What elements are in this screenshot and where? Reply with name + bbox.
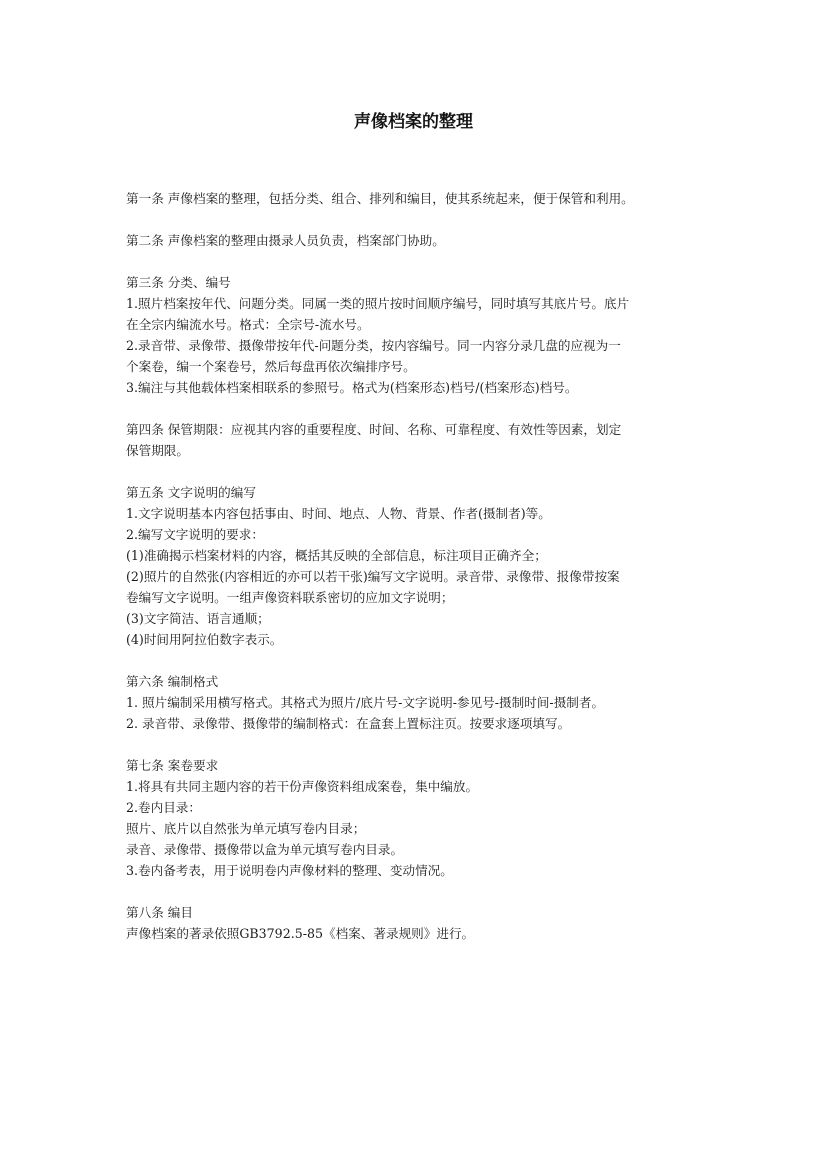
paragraph-line: 3.卷内备考表，用于说明卷内声像材料的整理、变动情况。: [126, 863, 453, 878]
paragraph-line: 在全宗内编流水号。格式：全宗号-流水号。: [126, 317, 370, 332]
article-4: [126, 419, 712, 461]
paragraph-line: 3.编注与其他载体档案相联系的参照号。格式为(档案形态)档号/(档案形态)档号。: [126, 380, 578, 395]
article-heading: 第八条 编目: [126, 905, 193, 920]
paragraph-line: 1.将具有共同主题内容的若干份声像资料组成案卷，集中编放。: [126, 779, 479, 794]
paragraph-line: 第二条 声像档案的整理由摄录人员负责，档案部门协助。: [126, 233, 445, 248]
paragraph-line: 第一条 声像档案的整理，包括分类、组合、排列和编目，使其系统起来，便于保管和利用。: [126, 191, 634, 206]
paragraph-line: 2.卷内目录：: [126, 800, 201, 815]
paragraph-line: 1.照片档案按年代、问题分类。同属一类的照片按时间顺序编号，同时填写其底片号。底片: [126, 296, 630, 311]
article-5: [126, 482, 712, 650]
paragraph-line: 个案卷，编一个案卷号，然后每盘再依次编排序号。: [126, 359, 416, 374]
paragraph-line: 声像档案的著录依照GB3792.5-85《档案、著录规则》进行。: [126, 926, 475, 941]
article-2: [126, 230, 712, 251]
paragraph-line: 录音、录像带、摄像带以盒为单元填写卷内目录。: [126, 842, 404, 857]
article-heading: 第五条 文字说明的编写: [126, 485, 256, 500]
paragraph-line: (4)时间用阿拉伯数字表示。: [126, 632, 283, 647]
article-1: [126, 188, 712, 209]
paragraph-line: 第四条 保管期限：应视其内容的重要程度、时间、名称、可靠程度、有效性等因素，划定: [126, 422, 622, 437]
paragraph-line: 2.编写文字说明的要求：: [126, 527, 264, 542]
paragraph-line: 2. 录音带、录像带、摄像带的编制格式：在盒套上置标注页。按要求逐项填写。: [126, 716, 571, 731]
document-body: [126, 188, 712, 965]
paragraph-line: (3)文字简洁、语言通顺；: [126, 611, 270, 626]
paragraph-line: (2)照片的自然张(内容相近的亦可以若干张)编写文字说明。录音带、录像带、报像带按案: [126, 569, 620, 584]
paragraph-line: 2.录音带、录像带、摄像带按年代-问题分类，按内容编号。同一内容分录几盘的应视为一: [126, 338, 621, 353]
article-heading: 第七条 案卷要求: [126, 758, 219, 773]
article-7: [126, 755, 712, 881]
paragraph-line: 1.文字说明基本内容包括事由、时间、地点、人物、背景、作者(摄制者)等。: [126, 506, 551, 521]
paragraph-line: 照片、底片以自然张为单元填写卷内目录；: [126, 821, 366, 836]
article-6: [126, 671, 712, 734]
article-heading: 第六条 编制格式: [126, 674, 219, 689]
paragraph-line: (1)准确揭示档案材料的内容，概括其反映的全部信息，标注项目正确齐全；: [126, 548, 547, 563]
article-8: [126, 902, 712, 944]
paragraph-line: 1. 照片编制采用横写格式。其格式为照片/底片号-文字说明-参见号-摄制时间-摄制者。: [126, 695, 605, 710]
paragraph-line: 保管期限。: [126, 443, 189, 458]
document-title: 声像档案的整理: [354, 112, 473, 132]
article-heading: 第三条 分类、编号: [126, 275, 231, 290]
article-3: [126, 272, 712, 398]
paragraph-line: 卷编写文字说明。一组声像资料联系密切的应加文字说明；: [126, 590, 454, 605]
